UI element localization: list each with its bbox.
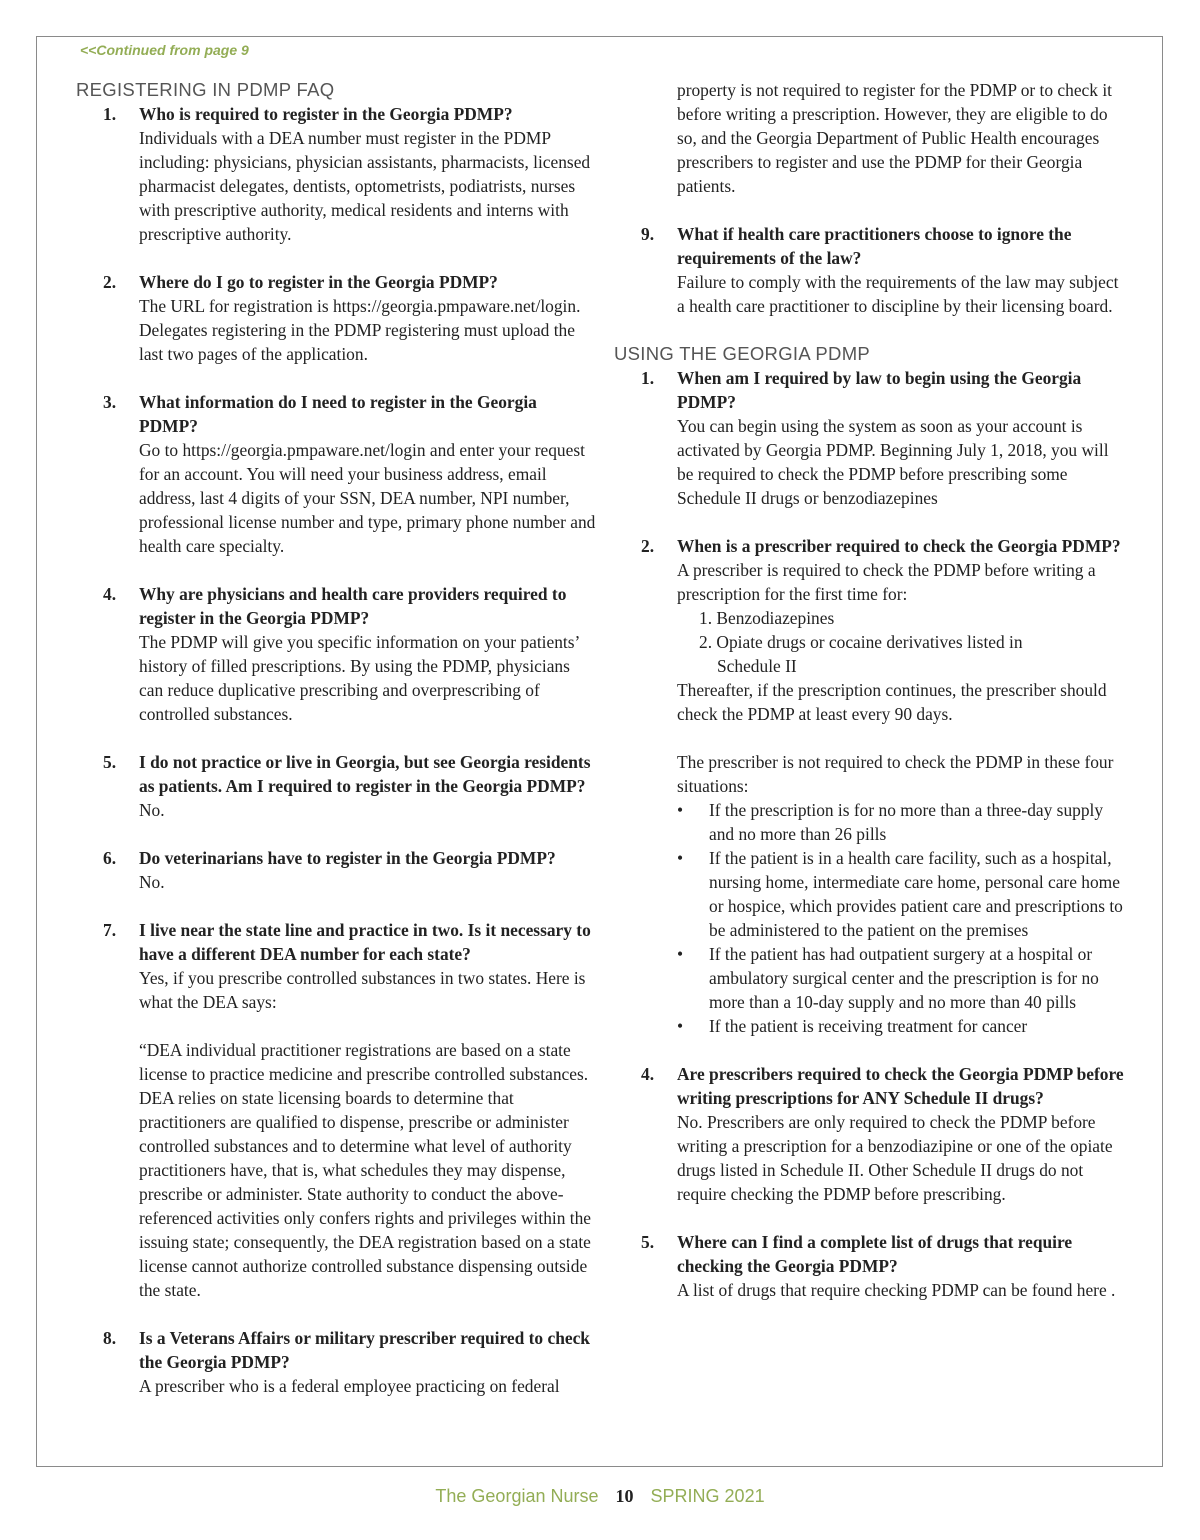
exception-item: • If the patient has had outpatient surgery at a hospital or ambulatory surgical center and the prescription is for no more than a 10-day supply and no more than 40 pills	[677, 942, 1128, 1014]
faq-number: 8.	[103, 1328, 117, 1348]
faq-item-3	[76, 390, 596, 558]
publication-name: The Georgian Nurse	[435, 1486, 599, 1506]
faq-answer: You can begin using the system as soon as your account is activated by Georgia PDMP. Beginning July 1, 2018, you will be required to check the PDMP before prescribing some Schedule II drugs or benzodiazepines	[677, 416, 1109, 508]
followup-note: Thereafter, if the prescription continues, the prescriber should check the PDMP at least every 90 days.	[677, 680, 1107, 724]
drug-list	[677, 606, 1128, 678]
faq-answer: No. Prescribers are only required to check the PDMP before writing a prescription for a benzodiazipine or one of the opiate drugs listed in Schedule II. Other Schedule II drugs do not require checking the PDMP before prescribing.	[677, 1112, 1113, 1204]
faq-answer: A prescriber is required to check the PDMP before writing a prescription for the first time for:	[677, 560, 1096, 604]
faq-question: What information do I need to register in the Georgia PDMP?	[139, 392, 537, 436]
faq-question: Where can I find a complete list of drugs that require checking the Georgia PDMP?	[677, 1232, 1073, 1276]
faq-answer: The URL for registration is https://georgia.pmpaware.net/login. Delegates registering in the PDMP registering must upload the last two pages of the application.	[139, 296, 581, 364]
exceptions-list	[677, 798, 1128, 1038]
faq-item-8	[76, 1326, 596, 1398]
issue-label: SPRING 2021	[650, 1486, 765, 1506]
dea-quote: “DEA individual practitioner registrations are based on a state license to practice medicine and prescribe controlled substances. DEA relies on state licensing boards to determine that practitioners are qualified to dispense, prescribe or administer controlled substances and to determine what level of authority practitioners have, that is, what schedules they may dispense, prescribe or administer. State authority to conduct the above-referenced activities only confers rights and privileges within the issuing state; consequently, the DEA registration based on a state license cannot authorize controlled substance dispensing outside the state.	[139, 1040, 592, 1300]
drug-list-item: 1. Benzodiazepines	[699, 608, 835, 628]
faq-question: When am I required by law to begin using the Georgia PDMP?	[677, 368, 1082, 412]
faq-item-5	[76, 750, 596, 822]
using-item-2	[614, 534, 1128, 1038]
exceptions-intro: The prescriber is not required to check the PDMP in these four situations:	[677, 752, 1114, 796]
faq-item-9	[614, 222, 1128, 318]
section-heading-using: USING THE GEORGIA PDMP	[614, 343, 871, 364]
faq-answer: Go to https://georgia.pmpaware.net/login and enter your request for an account. You will need your business address, email address, last 4 digits of your SSN, DEA number, NPI number, professional license number and type, primary phone number and health care specialty.	[139, 440, 596, 556]
faq-answer[interactable]: A list of drugs that require checking PDMP can be found here .	[677, 1280, 1116, 1300]
faq-answer: No.	[139, 872, 165, 892]
faq-answer: Individuals with a DEA number must register in the PDMP including: physicians, physician assistants, pharmacists, licensed pharmacist delegates, dentists, optometrists, podiatrists, nurses with prescriptive authority, medical residents and interns with prescriptive authority.	[139, 128, 591, 244]
faq-question: Who is required to register in the Georgia PDMP?	[139, 104, 513, 124]
exception-item: • If the prescription is for no more than a three-day supply and no more than 26 pills	[677, 798, 1128, 846]
using-item-1	[614, 366, 1128, 510]
faq-item-4	[76, 582, 596, 726]
faq-number: 4.	[103, 584, 117, 604]
faq-question: When is a prescriber required to check the Georgia PDMP?	[677, 536, 1121, 556]
faq-answer-continued: property is not required to register for the PDMP or to check it before writing a prescription. However, they are eligible to do so, and the Georgia Department of Public Health encourages prescribers to register and use the PDMP for their Georgia patients.	[677, 80, 1112, 196]
faq-number: 2.	[641, 536, 655, 556]
faq-question: Do veterinarians have to register in the Georgia PDMP?	[139, 848, 556, 868]
faq-question: Is a Veterans Affairs or military prescriber required to check the Georgia PDMP?	[139, 1328, 590, 1372]
faq-question: Where do I go to register in the Georgia PDMP?	[139, 272, 498, 292]
faq-answer: Failure to comply with the requirements of the law may subject a health care practitioner to discipline by their licensing board.	[677, 272, 1119, 316]
faq-question: I live near the state line and practice in two. Is it necessary to have a different DEA number for each state?	[139, 920, 591, 964]
drug-list-item: 2. Opiate drugs or cocaine derivatives listed in	[699, 632, 1023, 652]
faq-item-7	[76, 918, 596, 1302]
faq-item-2	[76, 270, 596, 366]
faq-answer: A prescriber who is a federal employee practicing on federal	[139, 1376, 560, 1396]
page-number: 10	[615, 1486, 634, 1506]
section-heading-registering: REGISTERING IN PDMP FAQ	[76, 79, 335, 100]
faq-number: 3.	[103, 392, 117, 412]
faq-question: What if health care practitioners choose to ignore the requirements of the law?	[677, 224, 1072, 268]
faq-item-6	[76, 846, 596, 894]
faq-number: 9.	[641, 224, 655, 244]
exception-item: • If the patient is in a health care facility, such as a hospital, nursing home, intermediate care home, personal care home or hospice, which provides patient care and prescriptions to be administered to the patient on the premises	[677, 846, 1128, 942]
faq-number: 5.	[641, 1232, 655, 1252]
faq-number: 2.	[103, 272, 117, 292]
faq-number: 5.	[103, 752, 117, 772]
faq-question: Are prescribers required to check the Georgia PDMP before writing prescriptions for ANY Schedule II drugs?	[677, 1064, 1124, 1108]
faq-number: 4.	[641, 1064, 655, 1084]
faq-question: Why are physicians and health care providers required to register in the Georgia PDMP?	[139, 584, 567, 628]
faq-question: I do not practice or live in Georgia, but see Georgia residents as patients. Am I required to register in the Georgia PDMP?	[139, 752, 591, 796]
faq-number: 1.	[103, 104, 117, 124]
faq-number: 1.	[641, 368, 655, 388]
faq-number: 7.	[103, 920, 117, 940]
faq-item-8-continued	[614, 78, 1128, 198]
drug-list-item: Schedule II	[717, 656, 797, 676]
faq-number: 6.	[103, 848, 117, 868]
faq-item-1	[76, 102, 596, 246]
continued-note: <<Continued from page 9	[80, 42, 249, 58]
right-column	[614, 78, 1128, 1326]
faq-answer: The PDMP will give you specific information on your patients’ history of filled prescriptions. By using the PDMP, physicians can reduce duplicative prescribing and overprescribing of controlled substances.	[139, 632, 580, 724]
page-footer	[0, 1486, 1200, 1507]
faq-answer: Yes, if you prescribe controlled substances in two states. Here is what the DEA says:	[139, 968, 586, 1012]
faq-answer: No.	[139, 800, 165, 820]
exception-item: • If the patient is receiving treatment for cancer	[677, 1014, 1128, 1038]
using-item-4	[614, 1062, 1128, 1206]
left-column	[76, 78, 596, 1422]
using-item-5	[614, 1230, 1128, 1302]
